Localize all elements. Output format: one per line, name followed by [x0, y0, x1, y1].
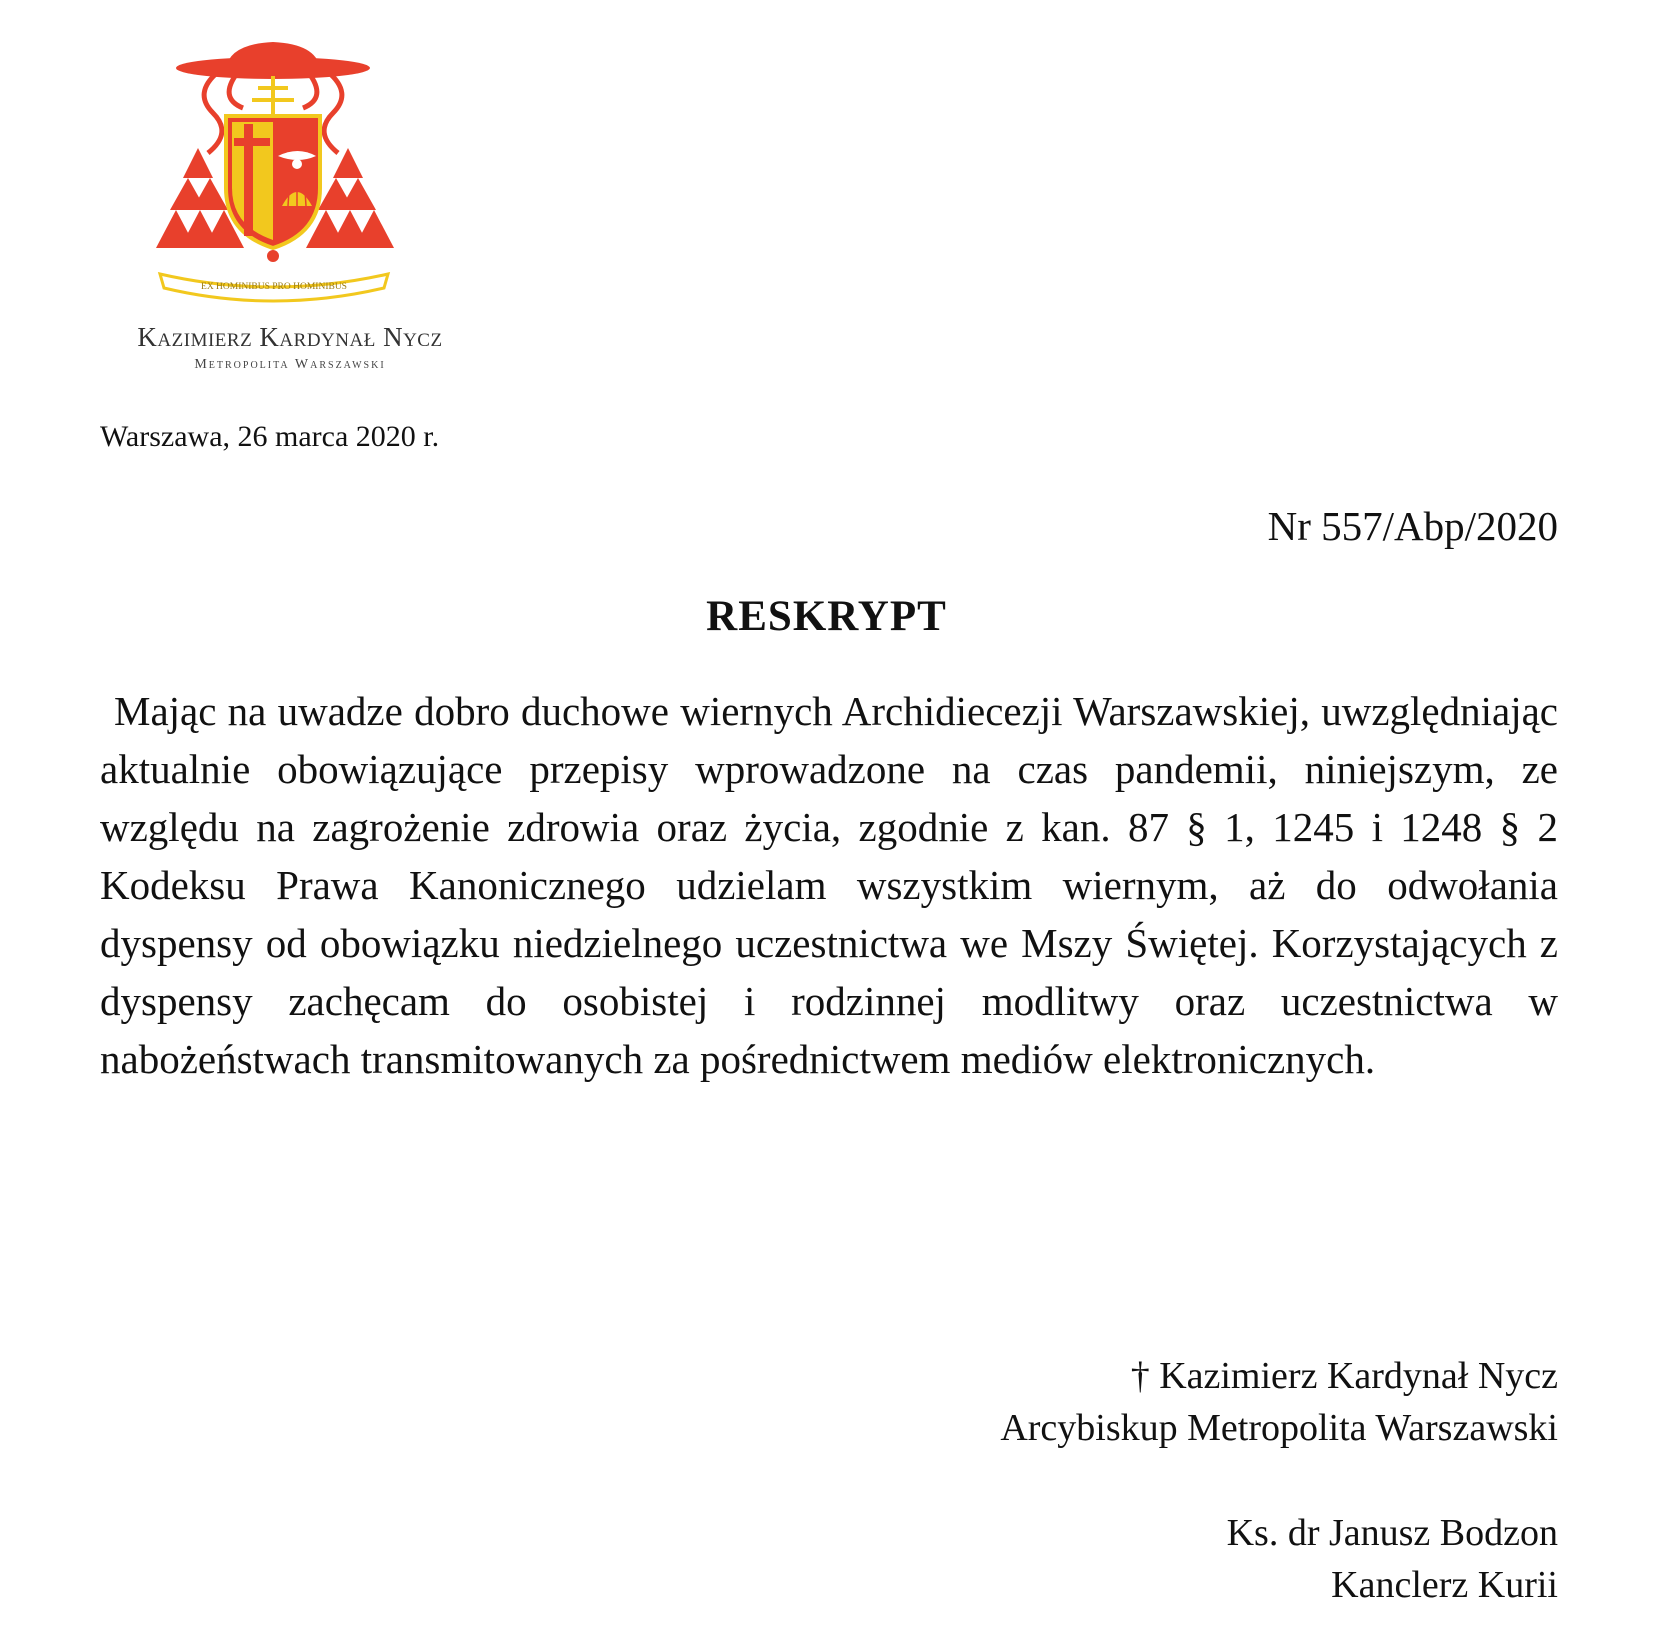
coat-of-arms-icon [148, 38, 428, 313]
issuer-title: Metropolita Warszawski [194, 357, 386, 372]
signature-block-chancellor [1227, 1507, 1558, 1611]
signatory-name: † Kazimierz Kardynał Nycz [1130, 1355, 1558, 1397]
svg-text:EX HOMINIBUS PRO HOMINIBUS: EX HOMINIBUS PRO HOMINIBUS [201, 282, 347, 292]
signatory-role: Arcybiskup Metropolita Warszawski [1000, 1407, 1558, 1449]
place-date: Warszawa, 26 marca 2020 r. [100, 420, 440, 453]
reference-number: Nr 557/Abp/2020 [1267, 503, 1558, 549]
signatory-role: Kanclerz Kurii [1331, 1564, 1558, 1606]
issuer-name: Kazimierz Kardynał Nycz [137, 322, 443, 352]
signature-block-archbishop [1000, 1350, 1558, 1454]
document-title: RESKRYPT [706, 593, 947, 640]
signatory-name: Ks. dr Janusz Bodzon [1226, 1512, 1558, 1554]
body-paragraph: Mając na uwadze dobro duchowe wiernych Archidiecezji Warszawskiej, uwzględniając aktualnie obowiązujące przepisy wprowadzone na czas pandemii, niniejszym, ze względu na zagrożenie zdrowia oraz życia, zgodnie z kan. 87 § 1, 1245 i 1248 § 2 Kodeksu Prawa Kanonicznego udzielam wszystkim wiernym, aż do odwołania dyspensy od obowiązku niedzielnego uczestnictwa we Mszy Świętej. Korzystających z dyspensy zachęcam do osobistej i rodzinnej modlitwy oraz uczestnictwa w nabożeństwach transmitowanych za pośrednictwem mediów elektronicznych. [100, 688, 1558, 1082]
